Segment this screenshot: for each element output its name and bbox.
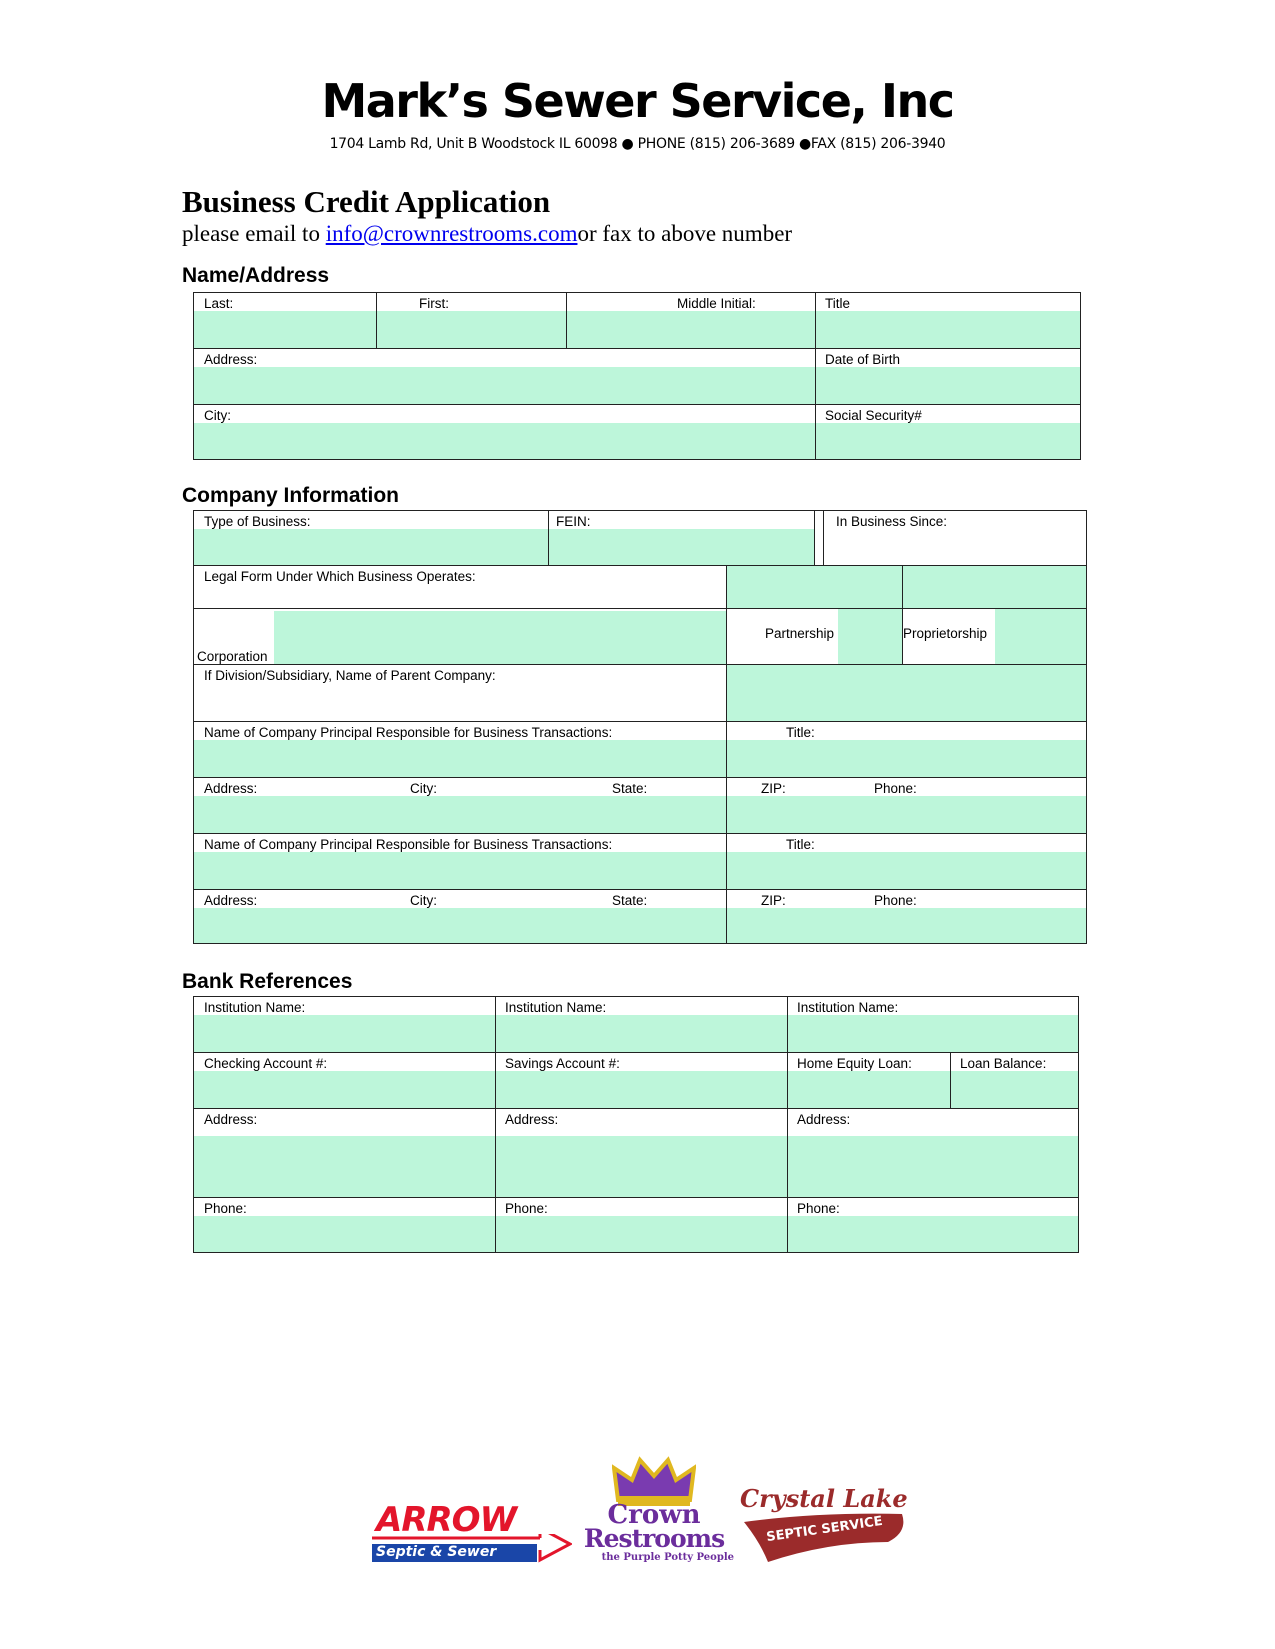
type-of-business-field[interactable] — [193, 510, 550, 567]
label: First: — [419, 296, 449, 311]
label: In Business Since: — [836, 514, 948, 529]
label: Institution Name: — [797, 1000, 899, 1015]
label: Phone: — [874, 893, 917, 908]
legal-form-field-2[interactable] — [902, 565, 1087, 610]
arrow-septic-logo — [372, 1500, 572, 1564]
principal-2-address-field[interactable] — [193, 889, 728, 944]
company-name: Mark’s Sewer Service, Inc — [321, 74, 954, 128]
bank-1-address-field[interactable] — [193, 1108, 497, 1199]
section-heading-name-address: Name/Address — [182, 264, 330, 287]
principal-2-zip-phone-field[interactable] — [726, 889, 1087, 944]
logo-text: & Sewer — [430, 1544, 497, 1560]
label: Address: — [505, 1112, 559, 1127]
legal-form-field-1[interactable] — [726, 565, 904, 610]
label: City: — [204, 408, 231, 423]
date-of-birth-field[interactable] — [815, 348, 1081, 406]
bank-2-address-field[interactable] — [495, 1108, 789, 1199]
parent-company-field[interactable] — [726, 664, 1087, 723]
label: City: — [410, 781, 437, 796]
label: Proprietorship — [903, 626, 988, 641]
logo-text: ARROW — [376, 1500, 517, 1540]
logo-text: Septic — [376, 1544, 426, 1560]
name-address-table — [193, 292, 1081, 460]
label: Address: — [204, 893, 258, 908]
crown-restrooms-logo — [574, 1452, 734, 1566]
bank-3-institution-field[interactable] — [787, 996, 1079, 1054]
label: Title: — [786, 725, 815, 740]
label: State: — [612, 781, 648, 796]
label: Social Security# — [825, 408, 922, 423]
logo-text: SEPTIC SERVICE — [765, 1513, 884, 1546]
principal-1-title-field[interactable] — [726, 721, 1087, 779]
label: Address: — [204, 352, 258, 367]
logo-text: the Purple Potty People — [601, 1552, 734, 1563]
bank-2-institution-field[interactable] — [495, 996, 789, 1054]
banner-icon — [738, 1512, 908, 1564]
company-table — [193, 510, 1087, 944]
label: Institution Name: — [505, 1000, 607, 1015]
label: If Division/Subsidiary, Name of Parent Company: — [204, 668, 496, 683]
bank-table — [193, 996, 1079, 1253]
section-heading-bank: Bank References — [182, 970, 353, 993]
logo-text — [376, 1544, 496, 1560]
proprietorship-field[interactable] — [902, 608, 1087, 666]
bank-3-address-field[interactable] — [787, 1108, 1079, 1199]
loan-balance-field[interactable] — [950, 1052, 1079, 1110]
logo-text: Crystal Lake — [740, 1484, 908, 1513]
instruction-suffix: or fax to above number — [577, 221, 793, 246]
label: Loan Balance: — [960, 1056, 1047, 1071]
instructions — [182, 221, 792, 247]
bank-1-phone-field[interactable] — [193, 1197, 497, 1253]
label: Address: — [204, 781, 258, 796]
instruction-prefix: please email to — [182, 221, 326, 246]
home-equity-loan-field[interactable] — [787, 1052, 952, 1110]
bank-2-phone-field[interactable] — [495, 1197, 789, 1253]
label: State: — [612, 893, 648, 908]
legal-form-label-cell — [193, 565, 728, 610]
in-business-since-field[interactable] — [823, 510, 1087, 567]
label: Phone: — [874, 781, 917, 796]
label: Phone: — [797, 1201, 840, 1216]
form-title: Business Credit Application — [182, 184, 551, 219]
label: Legal Form Under Which Business Operates: — [204, 569, 476, 584]
label: Last: — [204, 296, 234, 311]
label: Home Equity Loan: — [797, 1056, 912, 1071]
corporation-field[interactable] — [193, 608, 728, 666]
label: ZIP: — [761, 781, 786, 796]
label: Address: — [204, 1112, 258, 1127]
principal-2-title-field[interactable] — [726, 833, 1087, 891]
crystal-lake-logo — [738, 1484, 908, 1564]
checking-account-field[interactable] — [193, 1052, 497, 1110]
label: Address: — [797, 1112, 851, 1127]
label: Title: — [786, 837, 815, 852]
label: Phone: — [505, 1201, 548, 1216]
label: Type of Business: — [204, 514, 311, 529]
first-name-field[interactable] — [376, 292, 568, 350]
logo-text: Crown — [607, 1500, 701, 1530]
principal-1-name-field[interactable] — [193, 721, 728, 779]
bank-3-phone-field[interactable] — [787, 1197, 1079, 1253]
title-field[interactable] — [815, 292, 1081, 350]
label: Phone: — [204, 1201, 247, 1216]
principal-1-zip-phone-field[interactable] — [726, 777, 1087, 835]
label: ZIP: — [761, 893, 786, 908]
principal-1-address-field[interactable] — [193, 777, 728, 835]
label: Checking Account #: — [204, 1056, 328, 1071]
label: Corporation — [197, 649, 268, 664]
middle-initial-field[interactable] — [566, 292, 817, 350]
label: Name of Company Principal Responsible for Business Transactions: — [204, 837, 613, 852]
label: Savings Account #: — [505, 1056, 620, 1071]
last-name-field[interactable] — [193, 292, 378, 350]
logo-text: Restrooms — [583, 1524, 725, 1553]
address-field[interactable] — [193, 348, 817, 406]
email-link[interactable]: info@crownrestrooms.com — [325, 221, 578, 246]
ssn-field[interactable] — [815, 404, 1081, 460]
label: City: — [410, 893, 437, 908]
section-heading-company: Company Information — [182, 484, 400, 507]
label: Partnership — [765, 626, 835, 641]
savings-account-field[interactable] — [495, 1052, 789, 1110]
bank-1-institution-field[interactable] — [193, 996, 497, 1054]
label: FEIN: — [556, 514, 591, 529]
label: Middle Initial: — [677, 296, 756, 311]
partnership-field[interactable] — [726, 608, 904, 666]
parent-company-label-cell — [193, 664, 728, 723]
label: Institution Name: — [204, 1000, 306, 1015]
label: Title — [825, 296, 851, 311]
principal-2-name-field[interactable] — [193, 833, 728, 891]
city-field[interactable] — [193, 404, 817, 460]
company-address-line: 1704 Lamb Rd, Unit B Woodstock IL 60098 ● PHONE (815) 206-3689 ●FAX (815) 206-3940 — [329, 136, 946, 152]
label: Date of Birth — [825, 352, 901, 367]
fein-field[interactable] — [548, 510, 816, 567]
label: Name of Company Principal Responsible for Business Transactions: — [204, 725, 613, 740]
